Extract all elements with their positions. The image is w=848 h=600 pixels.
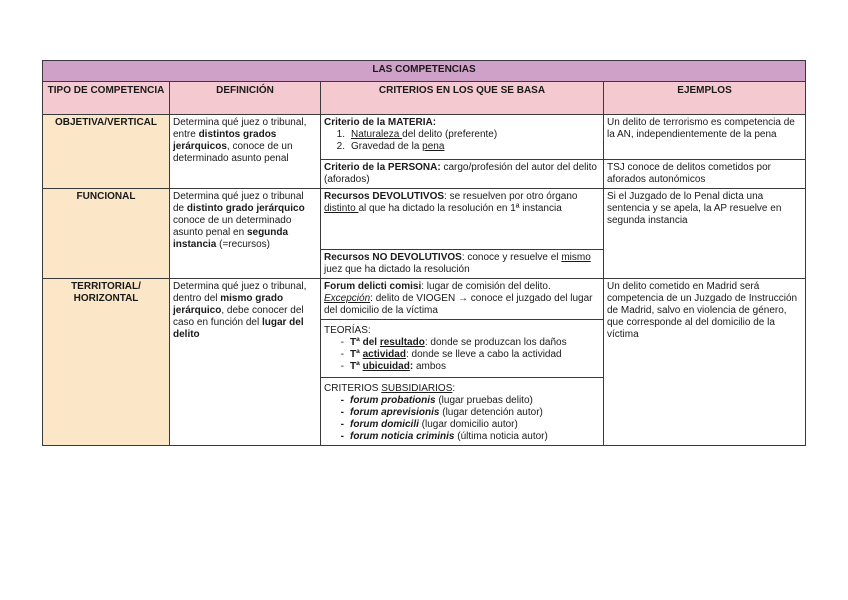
list-item	[324, 129, 600, 141]
text-run: : conoce y resuelve el	[461, 252, 562, 263]
text-run: distinto	[324, 203, 359, 214]
list-marker: -	[340, 407, 344, 418]
text-run: Forum delicti comisi	[324, 281, 422, 292]
text-run: distintos grados jerárquicos	[173, 129, 277, 152]
text-run: juez que ha dictado la resolución	[324, 264, 470, 275]
list-item	[324, 395, 600, 407]
text-run: : donde se lleve a cabo la actividad	[405, 349, 562, 360]
header-ejemplos: EJEMPLOS	[604, 82, 806, 115]
text-run: CRITERIOS	[324, 383, 382, 394]
text-run: cargo/profesión del autor del delito (aforados)	[324, 162, 597, 185]
materia-heading	[324, 117, 600, 129]
recursos-devolutivos	[321, 189, 604, 250]
header-tipo: TIPO DE COMPETENCIA	[43, 82, 170, 115]
definition-territorial	[170, 279, 321, 446]
text-run: : delito de VIOGEN → conoce el juzgado del lugar del domicilio de la víctima	[324, 293, 593, 316]
text-run: (lugar detención autor)	[439, 407, 543, 418]
text-run: , debe conocer del caso en función del	[173, 305, 304, 328]
subsidiarios-list	[324, 395, 600, 443]
competencias-table	[42, 60, 806, 446]
list-item-text	[350, 395, 533, 407]
text-run: ambos	[413, 361, 446, 372]
text-run: (=recursos)	[216, 239, 270, 250]
text-run: conoce de un determinado asunto penal en	[173, 215, 292, 238]
list-item-text	[350, 337, 567, 349]
list-marker: -	[340, 431, 344, 442]
header-criterios: CRITERIOS EN LOS QUE SE BASA	[321, 82, 604, 115]
text-run: Determina qué juez o tribunal, dentro del	[173, 281, 307, 304]
text-run: Tª	[350, 349, 363, 360]
text-run: forum probationis	[350, 395, 436, 406]
text-run: Tª	[350, 361, 363, 372]
list-item	[324, 361, 600, 373]
example-materia: Un delito de terrorismo es competencia de la AN, independientemente de la pena	[604, 115, 806, 160]
list-marker: -	[340, 395, 344, 406]
header-definicion: DEFINICIÓN	[170, 82, 321, 115]
text-run: :	[432, 117, 437, 128]
text-run: : lugar de comisión del delito.	[421, 281, 551, 292]
text-run: resultado	[379, 337, 425, 348]
text-run: Gravedad de la	[351, 141, 423, 152]
list-item-text	[350, 349, 562, 361]
list-marker: 2.	[336, 141, 345, 152]
list-item-text	[351, 141, 444, 153]
text-run: Naturaleza	[351, 129, 403, 140]
list-marker: -	[340, 349, 344, 360]
text-run: Determina qué juez o tribunal, entre	[173, 117, 307, 140]
teorias-heading: TEORÍAS:	[324, 325, 371, 336]
text-run: Criterio de la	[324, 117, 388, 128]
text-run: Recursos NO DEVOLUTIVOS	[324, 252, 462, 263]
criterios-subsidiarios	[321, 378, 604, 446]
recursos-no-devolutivos	[321, 250, 604, 279]
example-persona: TSJ conoce de delitos cometidos por aforados autonómicos	[604, 160, 806, 189]
text-run: : donde se produzcan los daños	[424, 337, 567, 348]
text-run: MATERIA	[387, 117, 433, 128]
text-run: Recursos DEVOLUTIVOS	[324, 191, 445, 202]
list-item-text	[350, 419, 518, 431]
text-run: SUBSIDIARIOS	[381, 383, 453, 394]
list-item	[324, 431, 600, 443]
list-marker: 1.	[336, 129, 345, 140]
teorias	[321, 320, 604, 378]
list-item-text	[350, 431, 548, 443]
example-funcional: Si el Juzgado de lo Penal dicta una sentencia y se apela, la AP resuelve en segunda instancia	[604, 189, 806, 279]
text-run: :	[452, 383, 456, 394]
text-run: Tª del	[350, 337, 380, 348]
text-run: segunda instancia	[173, 227, 289, 250]
text-run: : se resuelven por otro órgano	[444, 191, 578, 202]
type-funcional: FUNCIONAL	[43, 189, 170, 279]
teorias-list	[324, 337, 600, 373]
text-run: del delito (preferente)	[402, 129, 498, 140]
text-run: mismo	[561, 252, 591, 263]
text-run: forum aprevisionis	[350, 407, 440, 418]
definition-funcional	[170, 189, 321, 279]
text-run: (lugar pruebas delito)	[435, 395, 533, 406]
text-run: lugar del delito	[173, 317, 304, 340]
text-run: pena	[422, 141, 445, 152]
text-run: forum noticia criminis	[350, 431, 455, 442]
criterio-persona	[321, 160, 604, 189]
type-objetiva: OBJETIVA/VERTICAL	[43, 115, 170, 189]
list-item-text	[351, 129, 497, 141]
type-territorial: TERRITORIAL/ HORIZONTAL	[43, 279, 170, 446]
text-run: :	[409, 361, 414, 372]
list-item-text	[350, 407, 543, 419]
list-item	[324, 419, 600, 431]
definition-objetiva	[170, 115, 321, 189]
text-run: Criterio de la PERSONA:	[324, 162, 441, 173]
text-run: Excepción	[324, 293, 371, 304]
table-title: LAS COMPETENCIAS	[43, 61, 806, 82]
text-run: actividad	[362, 349, 406, 360]
list-item	[324, 337, 600, 349]
text-run: ubicuidad	[362, 361, 410, 372]
text-run: forum domicili	[350, 419, 419, 430]
text-run: mismo grado jerárquico	[173, 293, 284, 316]
list-marker: -	[340, 419, 344, 430]
text-run: Determina qué juez o tribunal de	[173, 191, 304, 214]
text-run: (última noticia autor)	[454, 431, 548, 442]
example-territorial: Un delito cometido en Madrid será competencia de un Juzgado de Instrucción de Madrid, salvo en violencia de género, que corresponde al del domicilio de la víctima	[604, 279, 806, 446]
text-run: al que ha dictado la resolución en 1ª instancia	[358, 203, 562, 214]
list-item	[324, 349, 600, 361]
list-item	[324, 141, 600, 153]
text-run: distinto grado jerárquico	[186, 203, 305, 214]
list-marker: -	[340, 361, 344, 372]
forum-delicti	[321, 279, 604, 320]
text-run: (lugar domicilio autor)	[418, 419, 518, 430]
subsidiarios-heading	[324, 383, 600, 395]
text-run: , conoce de un determinado asunto penal	[173, 141, 293, 164]
list-marker: -	[340, 337, 344, 348]
materia-list	[324, 129, 600, 153]
list-item	[324, 407, 600, 419]
criterio-materia	[321, 115, 604, 160]
list-item-text	[350, 361, 446, 373]
